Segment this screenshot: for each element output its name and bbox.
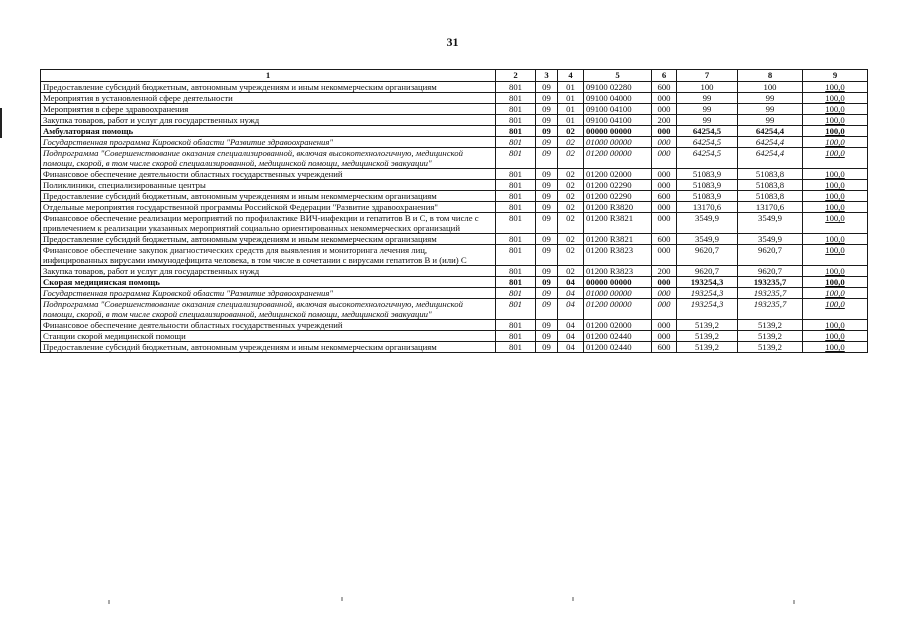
ved-code-cell: 801 — [496, 148, 536, 169]
expense-type-cell: 000 — [652, 277, 677, 288]
planned-amount-cell: 100 — [677, 82, 738, 93]
row-name-cell: Поликлиники, специализированные центры — [41, 180, 496, 191]
row-name-cell: Предоставление субсидий бюджетным, автономным учреждениям и иным некоммерческим организациям — [41, 234, 496, 245]
execution-percent-cell: 100,0 — [803, 202, 868, 213]
planned-amount-cell: 3549,9 — [677, 234, 738, 245]
expense-type-cell: 000 — [652, 245, 677, 266]
target-article-cell: 01200 00000 — [584, 148, 652, 169]
section-code-cell: 09 — [536, 82, 558, 93]
execution-percent-cell: 100,0 — [803, 126, 868, 137]
subsection-code-cell: 01 — [558, 93, 584, 104]
table-row — [41, 169, 868, 180]
target-article-cell: 09100 04000 — [584, 93, 652, 104]
row-name-cell: Финансовое обеспечение деятельности областных государственных учреждений — [41, 320, 496, 331]
actual-amount-cell: 100 — [738, 82, 803, 93]
section-code-cell: 09 — [536, 202, 558, 213]
execution-percent-cell: 100,0 — [803, 277, 868, 288]
subsection-code-cell: 04 — [558, 277, 584, 288]
expense-type-cell: 000 — [652, 126, 677, 137]
expense-type-cell: 000 — [652, 288, 677, 299]
header-cell-2: 2 — [496, 70, 536, 82]
actual-amount-cell: 64254,4 — [738, 137, 803, 148]
scan-speck — [108, 600, 110, 604]
ved-code-cell: 801 — [496, 245, 536, 266]
target-article-cell: 01200 02000 — [584, 320, 652, 331]
actual-amount-cell: 3549,9 — [738, 234, 803, 245]
subsection-code-cell: 04 — [558, 320, 584, 331]
section-code-cell: 09 — [536, 245, 558, 266]
subsection-code-cell: 02 — [558, 213, 584, 234]
subsection-code-cell: 02 — [558, 126, 584, 137]
execution-percent-cell: 100,0 — [803, 299, 868, 320]
table-row — [41, 93, 868, 104]
table-row — [41, 277, 868, 288]
planned-amount-cell: 9620,7 — [677, 266, 738, 277]
row-name-cell: Государственная программа Кировской области "Развитие здравоохранения" — [41, 288, 496, 299]
section-code-cell: 09 — [536, 93, 558, 104]
subsection-code-cell: 04 — [558, 288, 584, 299]
ved-code-cell: 801 — [496, 104, 536, 115]
scan-speck — [572, 597, 574, 601]
target-article-cell: 01200 00000 — [584, 299, 652, 320]
section-code-cell: 09 — [536, 320, 558, 331]
execution-percent-cell: 100,0 — [803, 245, 868, 266]
planned-amount-cell: 99 — [677, 104, 738, 115]
subsection-code-cell: 01 — [558, 104, 584, 115]
actual-amount-cell: 193235,7 — [738, 299, 803, 320]
planned-amount-cell: 193254,3 — [677, 299, 738, 320]
target-article-cell: 01200 R3823 — [584, 245, 652, 266]
table-row — [41, 288, 868, 299]
target-article-cell: 09100 04100 — [584, 104, 652, 115]
header-cell-6: 6 — [652, 70, 677, 82]
planned-amount-cell: 9620,7 — [677, 245, 738, 266]
execution-percent-cell: 100,0 — [803, 288, 868, 299]
actual-amount-cell: 193235,7 — [738, 277, 803, 288]
row-name-cell: Станции скорой медицинской помощи — [41, 331, 496, 342]
ved-code-cell: 801 — [496, 266, 536, 277]
header-cell-1: 1 — [41, 70, 496, 82]
ved-code-cell: 801 — [496, 277, 536, 288]
row-name-cell: Скорая медицинская помощь — [41, 277, 496, 288]
expense-type-cell: 000 — [652, 180, 677, 191]
section-code-cell: 09 — [536, 104, 558, 115]
row-name-cell: Отдельные мероприятия государственной программы Российской Федерации "Развитие здравоохранения" — [41, 202, 496, 213]
column-number-header-row — [41, 70, 868, 82]
target-article-cell: 01200 R3823 — [584, 266, 652, 277]
ved-code-cell: 801 — [496, 126, 536, 137]
actual-amount-cell: 5139,2 — [738, 320, 803, 331]
table-row — [41, 202, 868, 213]
planned-amount-cell: 193254,3 — [677, 277, 738, 288]
row-name-cell: Подпрограмма "Совершенствование оказания специализированной, включая высокотехнологичную, медицинской помощи, скорой, в том числе скорой специализированной, медицинской помощи, медицинской эвакуации" — [41, 148, 496, 169]
expense-type-cell: 000 — [652, 320, 677, 331]
actual-amount-cell: 5139,2 — [738, 331, 803, 342]
table-row — [41, 245, 868, 266]
actual-amount-cell: 51083,8 — [738, 191, 803, 202]
ved-code-cell: 801 — [496, 137, 536, 148]
scan-edge-mark — [0, 108, 2, 138]
section-code-cell: 09 — [536, 299, 558, 320]
expense-type-cell: 000 — [652, 202, 677, 213]
ved-code-cell: 801 — [496, 93, 536, 104]
row-name-cell: Финансовое обеспечение реализации мероприятий по профилактике ВИЧ-инфекции и гепатитов B и C, в том числе с привлечением к реализации указанных мероприятий социально ориентированных некоммерческих организаций — [41, 213, 496, 234]
table-row — [41, 126, 868, 137]
expense-type-cell: 600 — [652, 82, 677, 93]
target-article-cell: 01200 R3821 — [584, 213, 652, 234]
subsection-code-cell: 02 — [558, 202, 584, 213]
actual-amount-cell: 64254,4 — [738, 126, 803, 137]
planned-amount-cell: 51083,9 — [677, 191, 738, 202]
row-name-cell: Финансовое обеспечение закупок диагностических средств для выявления и мониторинга лечения лиц, инфицированных вирусами иммунодефицита человека, в том числе в сочетании с вирусами гепатитов B и (или) C — [41, 245, 496, 266]
subsection-code-cell: 01 — [558, 82, 584, 93]
execution-percent-cell: 100,0 — [803, 213, 868, 234]
row-name-cell: Предоставление субсидий бюджетным, автономным учреждениям и иным некоммерческим организациям — [41, 342, 496, 353]
target-article-cell: 01200 02440 — [584, 331, 652, 342]
actual-amount-cell: 64254,4 — [738, 148, 803, 169]
expense-type-cell: 000 — [652, 169, 677, 180]
planned-amount-cell: 64254,5 — [677, 137, 738, 148]
target-article-cell: 01200 R3820 — [584, 202, 652, 213]
planned-amount-cell: 3549,9 — [677, 213, 738, 234]
target-article-cell: 01000 00000 — [584, 137, 652, 148]
target-article-cell: 09100 02280 — [584, 82, 652, 93]
target-article-cell: 09100 04100 — [584, 115, 652, 126]
execution-percent-cell: 100,0 — [803, 82, 868, 93]
table-row — [41, 137, 868, 148]
expense-type-cell: 600 — [652, 342, 677, 353]
row-name-cell: Закупка товаров, работ и услуг для государственных нужд — [41, 266, 496, 277]
section-code-cell: 09 — [536, 126, 558, 137]
ved-code-cell: 801 — [496, 213, 536, 234]
ved-code-cell: 801 — [496, 191, 536, 202]
page-number: 31 — [446, 35, 459, 49]
actual-amount-cell: 13170,6 — [738, 202, 803, 213]
scan-speck — [793, 600, 795, 604]
target-article-cell: 01200 02290 — [584, 191, 652, 202]
ved-code-cell: 801 — [496, 180, 536, 191]
expense-type-cell: 600 — [652, 191, 677, 202]
execution-percent-cell: 100,0 — [803, 180, 868, 191]
actual-amount-cell: 9620,7 — [738, 245, 803, 266]
ved-code-cell: 801 — [496, 299, 536, 320]
expense-type-cell: 200 — [652, 115, 677, 126]
actual-amount-cell: 51083,8 — [738, 180, 803, 191]
execution-percent-cell: 100,0 — [803, 137, 868, 148]
target-article-cell: 01200 02290 — [584, 180, 652, 191]
table-row — [41, 320, 868, 331]
ved-code-cell: 801 — [496, 342, 536, 353]
header-cell-3: 3 — [536, 70, 558, 82]
budget-execution-table — [40, 69, 868, 353]
planned-amount-cell: 5139,2 — [677, 320, 738, 331]
planned-amount-cell: 64254,5 — [677, 148, 738, 169]
ved-code-cell: 801 — [496, 288, 536, 299]
execution-percent-cell: 100,0 — [803, 93, 868, 104]
actual-amount-cell: 5139,2 — [738, 342, 803, 353]
target-article-cell: 01200 02000 — [584, 169, 652, 180]
section-code-cell: 09 — [536, 331, 558, 342]
planned-amount-cell: 51083,9 — [677, 180, 738, 191]
actual-amount-cell: 99 — [738, 104, 803, 115]
target-article-cell: 01200 R3821 — [584, 234, 652, 245]
subsection-code-cell: 02 — [558, 191, 584, 202]
row-name-cell: Финансовое обеспечение деятельности областных государственных учреждений — [41, 169, 496, 180]
table-row — [41, 104, 868, 115]
expense-type-cell: 000 — [652, 93, 677, 104]
table-row — [41, 82, 868, 93]
subsection-code-cell: 02 — [558, 245, 584, 266]
actual-amount-cell: 3549,9 — [738, 213, 803, 234]
actual-amount-cell: 9620,7 — [738, 266, 803, 277]
expense-type-cell: 000 — [652, 148, 677, 169]
subsection-code-cell: 02 — [558, 266, 584, 277]
section-code-cell: 09 — [536, 266, 558, 277]
section-code-cell: 09 — [536, 213, 558, 234]
row-name-cell: Подпрограмма "Совершенствование оказания специализированной, включая высокотехнологичную, медицинской помощи, скорой, в том числе скорой специализированной, медицинской помощи, медицинской эвакуации" — [41, 299, 496, 320]
section-code-cell: 09 — [536, 342, 558, 353]
subsection-code-cell: 04 — [558, 342, 584, 353]
execution-percent-cell: 100,0 — [803, 342, 868, 353]
row-name-cell: Мероприятия в сфере здравоохранения — [41, 104, 496, 115]
ved-code-cell: 801 — [496, 320, 536, 331]
expense-type-cell: 000 — [652, 213, 677, 234]
actual-amount-cell: 99 — [738, 93, 803, 104]
section-code-cell: 09 — [536, 277, 558, 288]
table-row — [41, 213, 868, 234]
table-row — [41, 331, 868, 342]
ved-code-cell: 801 — [496, 169, 536, 180]
table-row — [41, 180, 868, 191]
planned-amount-cell: 99 — [677, 115, 738, 126]
row-name-cell: Мероприятия в установленной сфере деятельности — [41, 93, 496, 104]
actual-amount-cell: 193235,7 — [738, 288, 803, 299]
table-row — [41, 342, 868, 353]
target-article-cell: 00000 00000 — [584, 126, 652, 137]
table-row — [41, 148, 868, 169]
target-article-cell: 00000 00000 — [584, 277, 652, 288]
execution-percent-cell: 100,0 — [803, 169, 868, 180]
subsection-code-cell: 02 — [558, 148, 584, 169]
subsection-code-cell: 02 — [558, 234, 584, 245]
planned-amount-cell: 193254,3 — [677, 288, 738, 299]
row-name-cell: Предоставление субсидий бюджетным, автономным учреждениям и иным некоммерческим организациям — [41, 82, 496, 93]
header-cell-7: 7 — [677, 70, 738, 82]
expense-type-cell: 000 — [652, 104, 677, 115]
table-row — [41, 266, 868, 277]
execution-percent-cell: 100,0 — [803, 115, 868, 126]
target-article-cell: 01000 00000 — [584, 288, 652, 299]
ved-code-cell: 801 — [496, 234, 536, 245]
ved-code-cell: 801 — [496, 82, 536, 93]
section-code-cell: 09 — [536, 169, 558, 180]
table-row — [41, 115, 868, 126]
execution-percent-cell: 100,0 — [803, 234, 868, 245]
execution-percent-cell: 100,0 — [803, 191, 868, 202]
planned-amount-cell: 64254,5 — [677, 126, 738, 137]
section-code-cell: 09 — [536, 115, 558, 126]
section-code-cell: 09 — [536, 180, 558, 191]
header-cell-9: 9 — [803, 70, 868, 82]
ved-code-cell: 801 — [496, 331, 536, 342]
header-cell-4: 4 — [558, 70, 584, 82]
row-name-cell: Закупка товаров, работ и услуг для государственных нужд — [41, 115, 496, 126]
planned-amount-cell: 51083,9 — [677, 169, 738, 180]
subsection-code-cell: 02 — [558, 169, 584, 180]
ved-code-cell: 801 — [496, 115, 536, 126]
expense-type-cell: 000 — [652, 299, 677, 320]
planned-amount-cell: 5139,2 — [677, 342, 738, 353]
ved-code-cell: 801 — [496, 202, 536, 213]
planned-amount-cell: 99 — [677, 93, 738, 104]
subsection-code-cell: 02 — [558, 180, 584, 191]
expense-type-cell: 600 — [652, 234, 677, 245]
row-name-cell: Государственная программа Кировской области "Развитие здравоохранения" — [41, 137, 496, 148]
expense-type-cell: 000 — [652, 137, 677, 148]
actual-amount-cell: 51083,8 — [738, 169, 803, 180]
expense-type-cell: 200 — [652, 266, 677, 277]
execution-percent-cell: 100,0 — [803, 266, 868, 277]
scan-speck — [341, 597, 343, 601]
row-name-cell: Амбулаторная помощь — [41, 126, 496, 137]
actual-amount-cell: 99 — [738, 115, 803, 126]
planned-amount-cell: 13170,6 — [677, 202, 738, 213]
section-code-cell: 09 — [536, 148, 558, 169]
subsection-code-cell: 04 — [558, 331, 584, 342]
subsection-code-cell: 02 — [558, 137, 584, 148]
expense-type-cell: 000 — [652, 331, 677, 342]
header-cell-8: 8 — [738, 70, 803, 82]
section-code-cell: 09 — [536, 234, 558, 245]
table-row — [41, 191, 868, 202]
section-code-cell: 09 — [536, 137, 558, 148]
table-row — [41, 299, 868, 320]
header-cell-5: 5 — [584, 70, 652, 82]
table-row — [41, 234, 868, 245]
row-name-cell: Предоставление субсидий бюджетным, автономным учреждениям и иным некоммерческим организациям — [41, 191, 496, 202]
execution-percent-cell: 100,0 — [803, 148, 868, 169]
execution-percent-cell: 100,0 — [803, 331, 868, 342]
subsection-code-cell: 01 — [558, 115, 584, 126]
section-code-cell: 09 — [536, 288, 558, 299]
target-article-cell: 01200 02440 — [584, 342, 652, 353]
subsection-code-cell: 04 — [558, 299, 584, 320]
execution-percent-cell: 100,0 — [803, 320, 868, 331]
planned-amount-cell: 5139,2 — [677, 331, 738, 342]
execution-percent-cell: 100,0 — [803, 104, 868, 115]
section-code-cell: 09 — [536, 191, 558, 202]
